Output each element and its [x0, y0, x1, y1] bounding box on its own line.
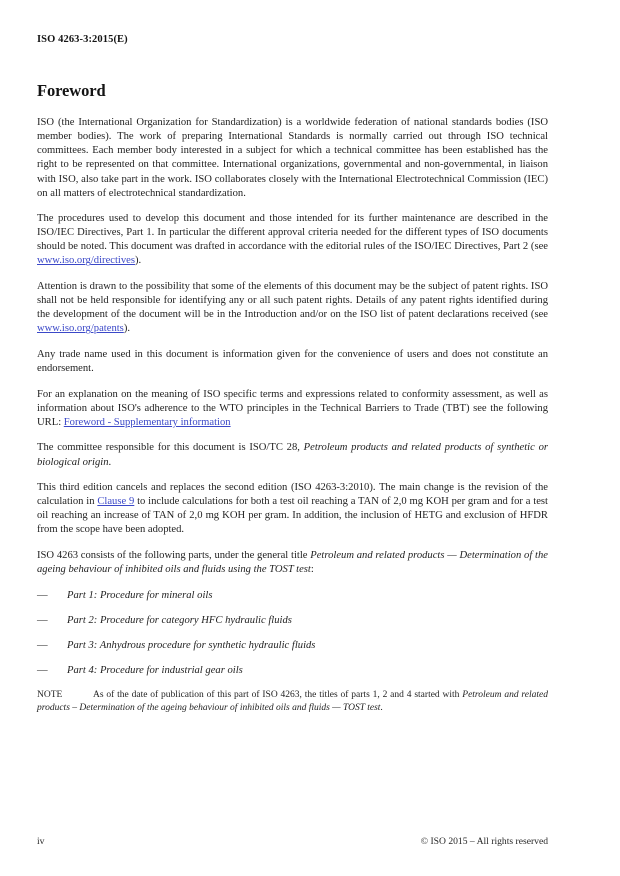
note-italic-title: Petroleum and related products – Determination of the ageing behaviour of inhibited oils and fluids — TOST test [37, 690, 548, 713]
paragraph-trade-name [37, 348, 548, 376]
note-block [37, 689, 548, 715]
paragraph-committee [37, 441, 548, 469]
list-item-label: Part 3: Anhydrous procedure for synthetic hydraulic fluids [67, 639, 316, 651]
paragraph-text-tail: : [310, 564, 314, 576]
list-item [37, 664, 548, 678]
page-title: Foreword [37, 81, 106, 100]
paragraph-iso-intro [37, 116, 548, 201]
list-item [37, 589, 548, 603]
paragraph-text: Attention is drawn to the possibility that some of the elements of this document may be the subject of patent rights. ISO shall not be held responsible for identifying any or all such patent rights. Details of any patent rights identified during the development of the document will be in the Introduction and/or on the ISO list of patent declarations received (see [37, 281, 548, 321]
list-item-label: Part 1: Procedure for mineral oils [67, 589, 213, 601]
list-item [37, 639, 548, 653]
paragraph-text-tail: ). [123, 323, 130, 335]
document-content [37, 82, 548, 715]
note-text: As of the date of publication of this part of ISO 4263, the titles of parts 1, 2 and 4 started with [93, 690, 463, 701]
em-dash-bullet-icon: — [37, 639, 48, 651]
paragraph-conformity [37, 388, 548, 430]
running-head: ISO 4263-3:2015(E) [37, 34, 128, 45]
em-dash-bullet-icon: — [37, 614, 48, 626]
page-footer [37, 836, 548, 847]
link-clause-9[interactable]: Clause 9 [97, 496, 135, 508]
note-label: NOTE [37, 690, 63, 701]
list-item [37, 614, 548, 628]
em-dash-bullet-icon: — [37, 664, 48, 676]
list-item-label: Part 4: Procedure for industrial gear oils [67, 664, 243, 676]
paragraph-text: The committee responsible for this document is ISO/TC 28, [37, 442, 304, 454]
footer-row [37, 836, 548, 847]
page-number: iv [37, 836, 45, 847]
paragraph-procedures [37, 212, 548, 268]
general-title: Petroleum and related products — Determination of the ageing behaviour of inhibited oils and fluids using the TOST test [37, 549, 548, 576]
paragraph-third-edition [37, 481, 548, 537]
note-text-tail: . [380, 702, 383, 713]
link-iso-directives[interactable]: www.iso.org/directives [37, 255, 135, 267]
paragraph-text: ISO 4263 consists of the following parts, under the general title [37, 549, 311, 561]
paragraph-text: The procedures used to develop this document and those intended for its further maintenance are described in the ISO/IEC Directives, Part 1. In particular the different approval criteria needed for the different types of ISO documents should be noted. This document was drafted in accordance with the editorial rules of the ISO/IEC Directives, Part 2 (see [37, 213, 548, 253]
paragraph-text: For an explanation on the meaning of ISO specific terms and expressions related to conformity assessment, as well as information about ISO's adherence to the WTO principles in the Technical Barriers to Trade (TBT) see the following URL: [37, 388, 548, 428]
link-foreword-supplementary-information[interactable]: Foreword - Supplementary information [63, 416, 231, 428]
paragraph-parts-intro [37, 549, 548, 577]
committee-title: Petroleum products and related products of synthetic or biological origin [37, 442, 548, 468]
paragraph-text-tail: ). [134, 255, 142, 267]
paragraph-text: This third edition cancels and replaces the second edition (ISO 4263-3:2010). The main change is the revision of the calculation in [37, 482, 548, 508]
paragraph-text: ISO (the International Organization for Standardization) is a worldwide federation of national standards bodies (ISO member bodies). The work of preparing International Standards is normally carried out through ISO technical committees. Each member body interested in a subject for which a technical committee has been established has the right to be represented on that committee. International organizations, governmental and non-governmental, in liaison with ISO, also take part in the work. ISO collaborates closely with the International Electrotechnical Commission (IEC) on all matters of electrotechnical standardization. [37, 117, 548, 199]
list-item-label: Part 2: Procedure for category HFC hydraulic fluids [67, 614, 292, 626]
paragraph-text-tail: to include calculations for both a test oil reaching a TAN of 2,0 mg KOH per gram and for a test oil reaching an increase of TAN of 2,0 mg KOH per gram. In addition, the inclusion of HETG and exclusion of HFDR from the scope have been adopted. [37, 496, 548, 536]
paragraph-text: Any trade name used in this document is information given for the convenience of users and does not constitute an endorsement. [37, 348, 548, 375]
paragraph-patent-rights [37, 280, 548, 336]
em-dash-bullet-icon: — [37, 589, 48, 601]
link-iso-patents[interactable]: www.iso.org/patents [37, 323, 124, 335]
paragraph-text-tail: . [108, 456, 112, 468]
copyright-notice: © ISO 2015 – All rights reserved [420, 836, 548, 847]
